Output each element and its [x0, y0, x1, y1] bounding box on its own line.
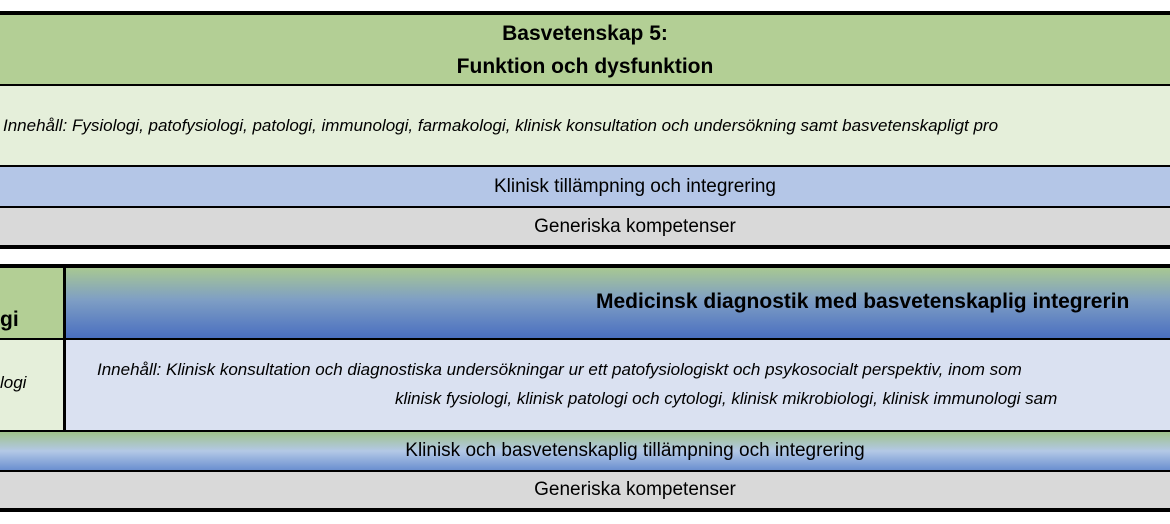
bottom-left-content-text: logi — [0, 373, 27, 392]
bottom-title-text: Medicinsk diagnostik med basvetenskaplig integrerin — [596, 290, 1130, 313]
bottom-bottom-border — [0, 508, 1170, 512]
bottom-application-text: Klinisk och basvetenskaplig tillämpning och integrering — [405, 440, 865, 461]
top-title-line2: Funktion och dysfunktion — [456, 54, 714, 78]
bottom-competences-cell — [0, 472, 1170, 508]
bottom-left-header-text: gi — [0, 308, 19, 331]
top-competences-cell — [0, 208, 1170, 245]
bottom-title-cell — [66, 268, 1170, 338]
bottom-content-cell — [66, 340, 1170, 430]
top-title-cell — [0, 15, 1170, 84]
top-content-cell — [0, 86, 1170, 165]
top-application-text: Klinisk tillämpning och integrering — [494, 175, 776, 197]
top-competences-text: Generiska kompetenser — [534, 215, 736, 237]
top-application-cell — [0, 167, 1170, 206]
bottom-content-line2: klinisk fysiologi, klinisk patologi och cytologi, klinisk mikrobiologi, klinisk immunologi sam — [395, 389, 1058, 408]
bottom-left-header-cell — [0, 268, 63, 338]
top-title-line1: Basvetenskap 5: — [502, 21, 668, 45]
bottom-competences-text: Generiska kompetenser — [534, 479, 736, 500]
bottom-application-cell — [0, 432, 1170, 470]
top-bottom-border — [0, 245, 1170, 249]
top-content-text: Innehåll: Fysiologi, patofysiologi, patologi, immunologi, farmakologi, klinisk konsultation och undersökning samt basvetenskapligt pro — [3, 116, 999, 135]
bottom-left-content-cell — [0, 340, 63, 430]
bottom-content-line1: Innehåll: Klinisk konsultation och diagnostiska undersökningar ur ett patofysiologiskt och psykosocialt perspektiv, inom som — [97, 360, 1022, 379]
